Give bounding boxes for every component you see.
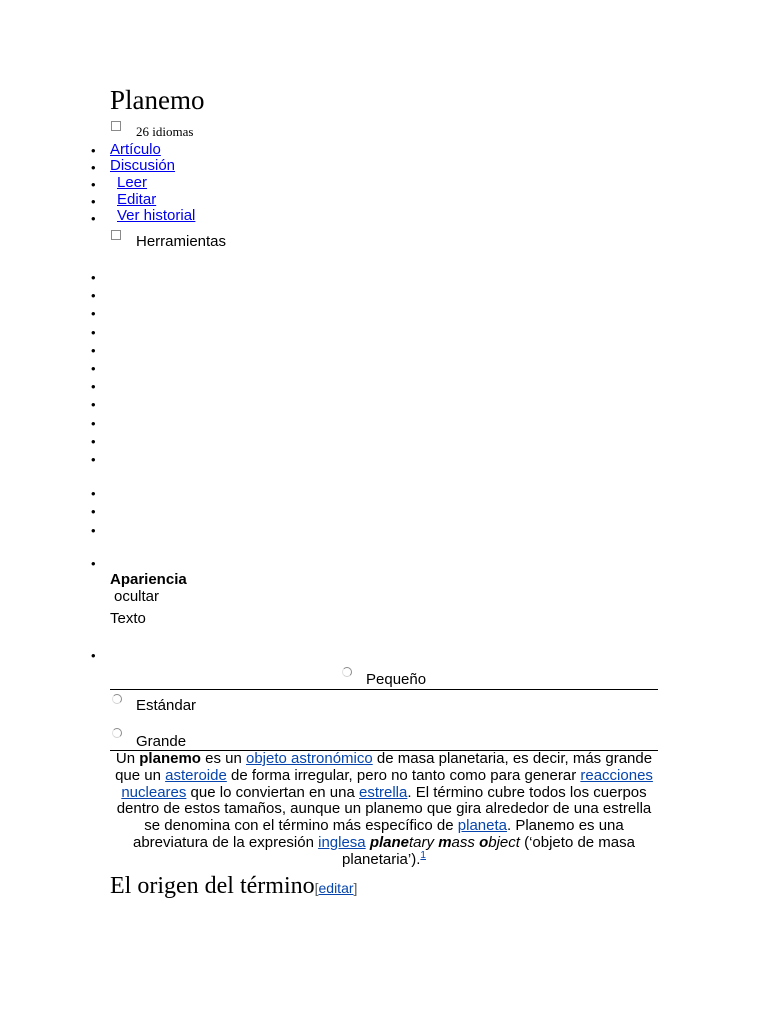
tool-item[interactable]: • xyxy=(91,306,96,321)
text: que lo conviertan en una xyxy=(186,783,359,801)
link-astronomical-object[interactable]: objeto astronómico xyxy=(245,750,373,767)
tab-article[interactable]: Artículo xyxy=(110,141,161,158)
section-edit xyxy=(315,880,358,896)
tool-item[interactable]: • xyxy=(91,523,96,538)
text: Un xyxy=(115,750,140,767)
tool-item[interactable]: • xyxy=(91,556,96,571)
tab-discussion[interactable]: Discusión xyxy=(110,157,176,174)
english-expression xyxy=(370,834,520,851)
tool-item[interactable]: • xyxy=(91,452,96,467)
intro-paragraph xyxy=(110,751,658,869)
tool-item[interactable]: • xyxy=(91,325,96,340)
tab-read[interactable]: Leer xyxy=(117,174,148,191)
languages-button[interactable]: 26 idiomas xyxy=(136,124,194,139)
section-edit-link[interactable]: editar xyxy=(318,880,354,896)
text: de forma irregular, pero no tanto como para generar xyxy=(226,766,581,784)
text: . Planemo es una abreviatura de la expresión xyxy=(132,817,624,851)
bold-part: plane xyxy=(369,833,410,851)
tool-item[interactable]: • xyxy=(91,397,96,412)
languages-checkbox[interactable] xyxy=(111,121,121,131)
link-star[interactable]: estrella xyxy=(359,783,408,801)
tool-item[interactable]: • xyxy=(91,504,96,519)
bullet: • xyxy=(91,211,96,226)
link-planet[interactable]: planeta xyxy=(457,817,507,835)
tab-history[interactable]: Ver historial xyxy=(117,207,196,224)
reference-link[interactable]: 1 xyxy=(420,849,426,861)
text: (‘objeto de masa planetaria’). xyxy=(342,833,635,868)
link-english[interactable]: inglesa xyxy=(318,833,366,851)
bracket: [ xyxy=(314,880,319,896)
bullet: • xyxy=(91,177,96,192)
appearance-hide-button[interactable]: ocultar xyxy=(114,588,160,605)
radio-large[interactable] xyxy=(112,728,122,738)
tool-item[interactable]: • xyxy=(91,343,96,358)
radio-standard-label[interactable]: Estándar xyxy=(136,697,197,714)
text: de masa planetaria, es decir, más grande que un xyxy=(115,750,653,784)
tool-item[interactable]: • xyxy=(91,434,96,449)
link-asteroid[interactable]: asteroide xyxy=(165,766,227,784)
section-heading xyxy=(110,870,357,904)
term-bold: planemo xyxy=(139,750,201,767)
radio-small-label[interactable]: Pequeño xyxy=(366,671,427,688)
radio-large-label[interactable]: Grande xyxy=(136,733,187,750)
bullet: • xyxy=(91,143,96,158)
bullet: • xyxy=(91,194,96,209)
tool-item[interactable]: • xyxy=(91,270,96,285)
text: bject xyxy=(488,833,520,851)
link-nuclear-reactions[interactable]: reacciones nucleares xyxy=(121,766,653,801)
text: ass xyxy=(451,833,480,851)
radio-standard[interactable] xyxy=(112,694,122,704)
tool-item[interactable]: • xyxy=(91,416,96,431)
tool-item[interactable]: • xyxy=(91,288,96,303)
tool-item[interactable]: • xyxy=(91,379,96,394)
section-heading-text: El origen del término xyxy=(110,873,315,899)
bold-part: m xyxy=(438,833,452,851)
tools-button[interactable]: Herramientas xyxy=(136,233,227,250)
page-title: Planemo xyxy=(110,85,205,115)
text: es un xyxy=(200,750,246,767)
bracket: ] xyxy=(353,880,358,896)
text: . El término cubre todos los cuerpos dentro de estos tamaños, aunque un planemo que gira alrededor de una estrella se denomina con el término más específico de xyxy=(116,783,652,835)
bullet: • xyxy=(91,160,96,175)
tools-checkbox[interactable] xyxy=(111,230,121,240)
radio-small[interactable] xyxy=(342,667,352,677)
text-size-label: Texto xyxy=(110,610,146,627)
tab-edit[interactable]: Editar xyxy=(117,191,157,208)
bold-part: o xyxy=(479,833,489,851)
tool-item[interactable]: • xyxy=(91,361,96,376)
divider xyxy=(110,689,658,690)
appearance-heading: Apariencia xyxy=(110,571,187,588)
tool-item[interactable]: • xyxy=(91,486,96,501)
text: tary xyxy=(409,833,439,851)
bullet: • xyxy=(91,648,96,663)
